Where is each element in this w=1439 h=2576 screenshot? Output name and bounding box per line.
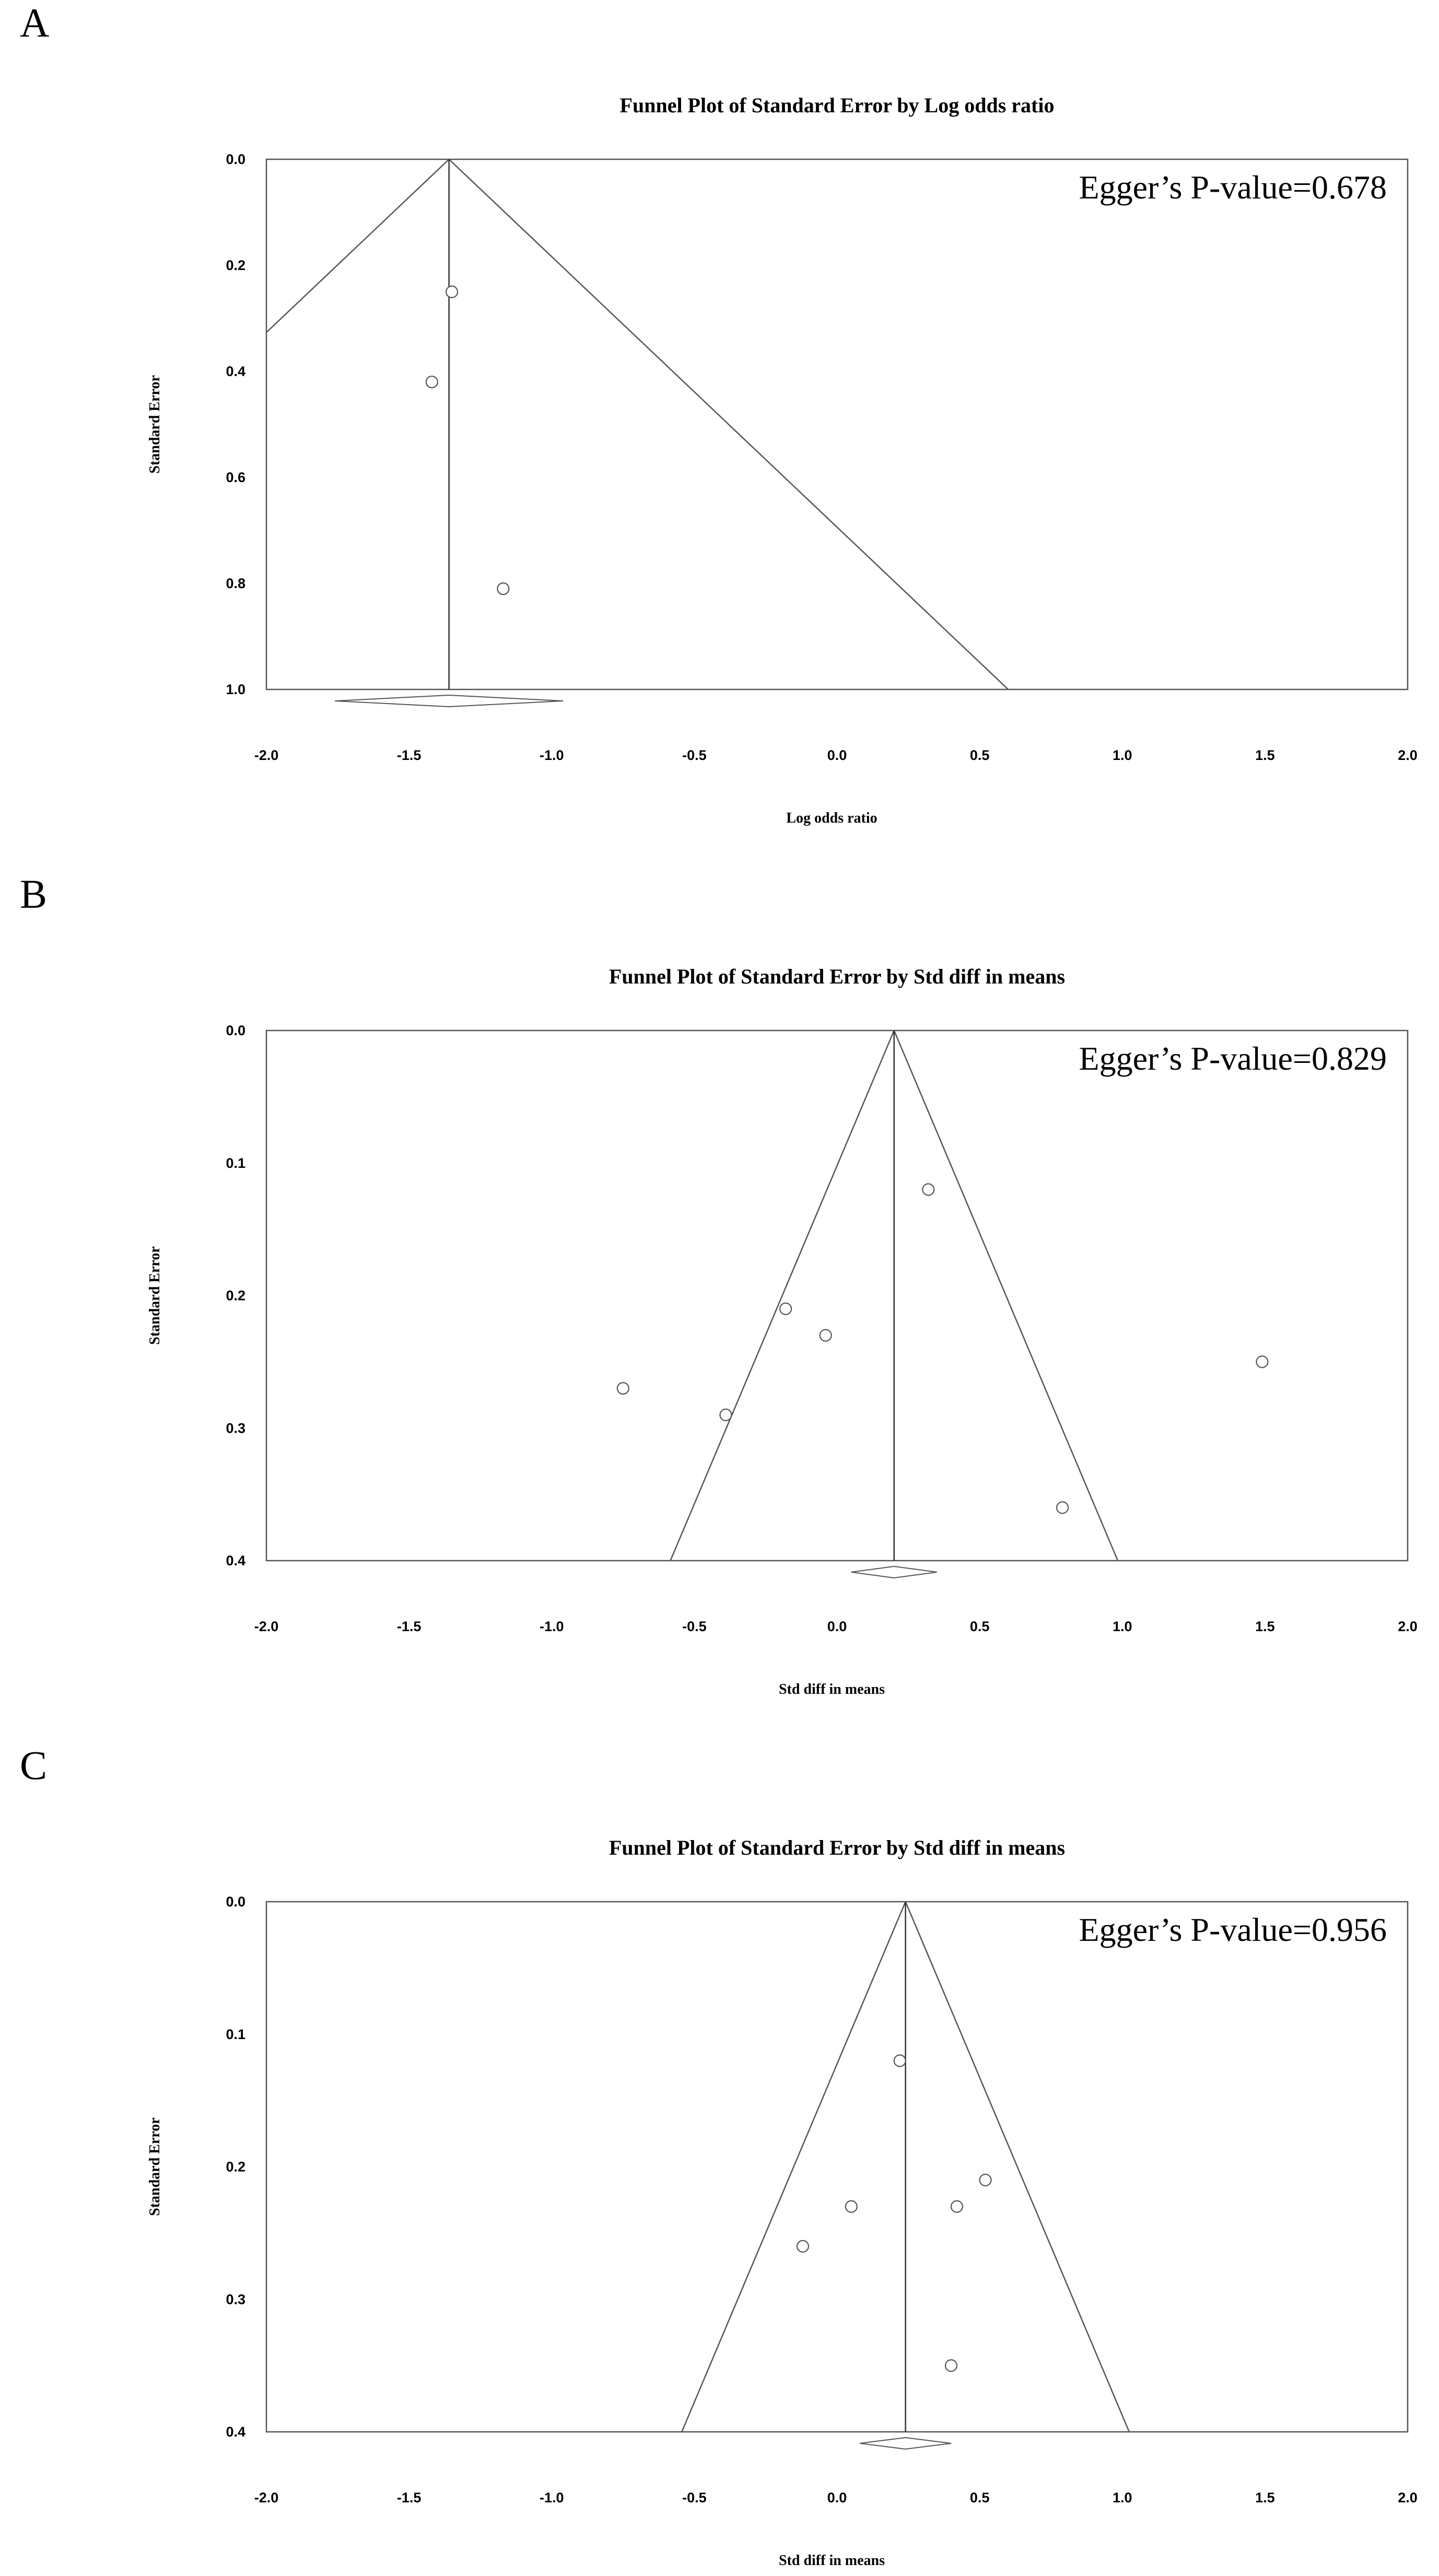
x-tick-label: -0.5: [682, 747, 707, 763]
y-tick-label: 0.1: [226, 1155, 245, 1171]
x-axis-label: Std diff in means: [778, 2552, 885, 2569]
x-tick-label: 0.0: [827, 747, 847, 763]
y-tick-label: 0.2: [226, 257, 245, 273]
y-tick-label: 0.4: [226, 2424, 245, 2440]
y-tick-label: 0.8: [226, 576, 245, 591]
y-tick-label: 0.2: [226, 1287, 245, 1304]
x-tick-label: -1.0: [539, 2490, 564, 2505]
y-tick-label: 0.6: [226, 470, 245, 485]
x-axis-label: Std diff in means: [778, 1681, 885, 1697]
chart-title: Funnel Plot of Standard Error by Log odds ratio: [619, 93, 1055, 117]
y-tick-label: 0.0: [226, 151, 245, 167]
study-point-2: [980, 2174, 991, 2186]
panel-letter: A: [20, 0, 50, 45]
x-tick-label: 0.5: [969, 1619, 990, 1634]
x-tick-label: -2.0: [254, 1619, 279, 1634]
panel-letter: B: [20, 871, 48, 917]
x-tick-label: -1.0: [539, 1619, 564, 1634]
x-tick-label: 0.0: [827, 2490, 847, 2505]
study-point-5: [797, 2241, 809, 2252]
panel-letter: C: [20, 1742, 48, 1788]
y-axis-label: Standard Error: [147, 375, 163, 474]
study-point-7: [1057, 1502, 1068, 1514]
x-tick-label: 1.5: [1255, 2490, 1275, 2505]
study-point-4: [951, 2201, 963, 2212]
study-point-1: [922, 1184, 934, 1196]
study-point-3: [846, 2201, 857, 2212]
study-point-3: [820, 1330, 832, 1341]
study-point-1: [894, 2055, 906, 2067]
study-point-5: [720, 1409, 731, 1421]
x-tick-label: -0.5: [682, 1619, 707, 1634]
x-tick-label: 1.0: [1112, 1619, 1132, 1634]
x-tick-label: 0.0: [827, 1619, 847, 1634]
study-point-6: [945, 2360, 957, 2371]
x-tick-label: -1.0: [539, 747, 564, 763]
study-point-6: [1256, 1356, 1268, 1367]
y-axis-label: Standard Error: [147, 1246, 163, 1345]
x-tick-label: 0.5: [969, 747, 990, 763]
y-tick-label: 0.4: [226, 1553, 245, 1568]
x-tick-label: 2.0: [1398, 1619, 1418, 1634]
x-tick-label: 1.0: [1112, 2490, 1132, 2505]
x-axis-label: Log odds ratio: [786, 810, 878, 826]
x-tick-label: -1.5: [396, 747, 422, 763]
egger-p-value-annotation: Egger’s P-value=0.956: [1079, 1911, 1387, 1948]
x-tick-label: 0.5: [969, 2490, 990, 2505]
x-tick-label: 1.5: [1255, 747, 1275, 763]
y-tick-label: 0.4: [226, 364, 245, 379]
x-tick-label: -2.0: [254, 747, 279, 763]
y-tick-label: 0.3: [226, 1420, 245, 1436]
y-axis-label: Standard Error: [147, 2117, 163, 2216]
study-point-3: [497, 583, 509, 594]
x-tick-label: -0.5: [682, 2490, 707, 2505]
y-tick-label: 1.0: [226, 682, 245, 697]
chart-title: Funnel Plot of Standard Error by Std diff in means: [609, 1836, 1066, 1859]
egger-p-value-annotation: Egger’s P-value=0.678: [1079, 169, 1387, 206]
egger-p-value-annotation: Egger’s P-value=0.829: [1079, 1040, 1387, 1077]
y-tick-label: 0.2: [226, 2159, 245, 2175]
x-tick-label: -1.5: [396, 1619, 422, 1634]
x-tick-label: 2.0: [1398, 747, 1418, 763]
x-tick-label: 1.0: [1112, 747, 1132, 763]
study-point-1: [446, 286, 458, 298]
y-tick-label: 0.3: [226, 2291, 245, 2308]
study-point-2: [780, 1303, 791, 1315]
y-tick-label: 0.0: [226, 1023, 245, 1038]
x-tick-label: 1.5: [1255, 1619, 1275, 1634]
x-tick-label: -1.5: [396, 2490, 422, 2505]
y-tick-label: 0.0: [226, 1894, 245, 1910]
study-point-2: [426, 376, 438, 388]
x-tick-label: -2.0: [254, 2490, 279, 2505]
study-point-4: [617, 1383, 629, 1394]
y-tick-label: 0.1: [226, 2026, 245, 2042]
chart-title: Funnel Plot of Standard Error by Std diff in means: [609, 965, 1066, 988]
x-tick-label: 2.0: [1398, 2490, 1418, 2505]
